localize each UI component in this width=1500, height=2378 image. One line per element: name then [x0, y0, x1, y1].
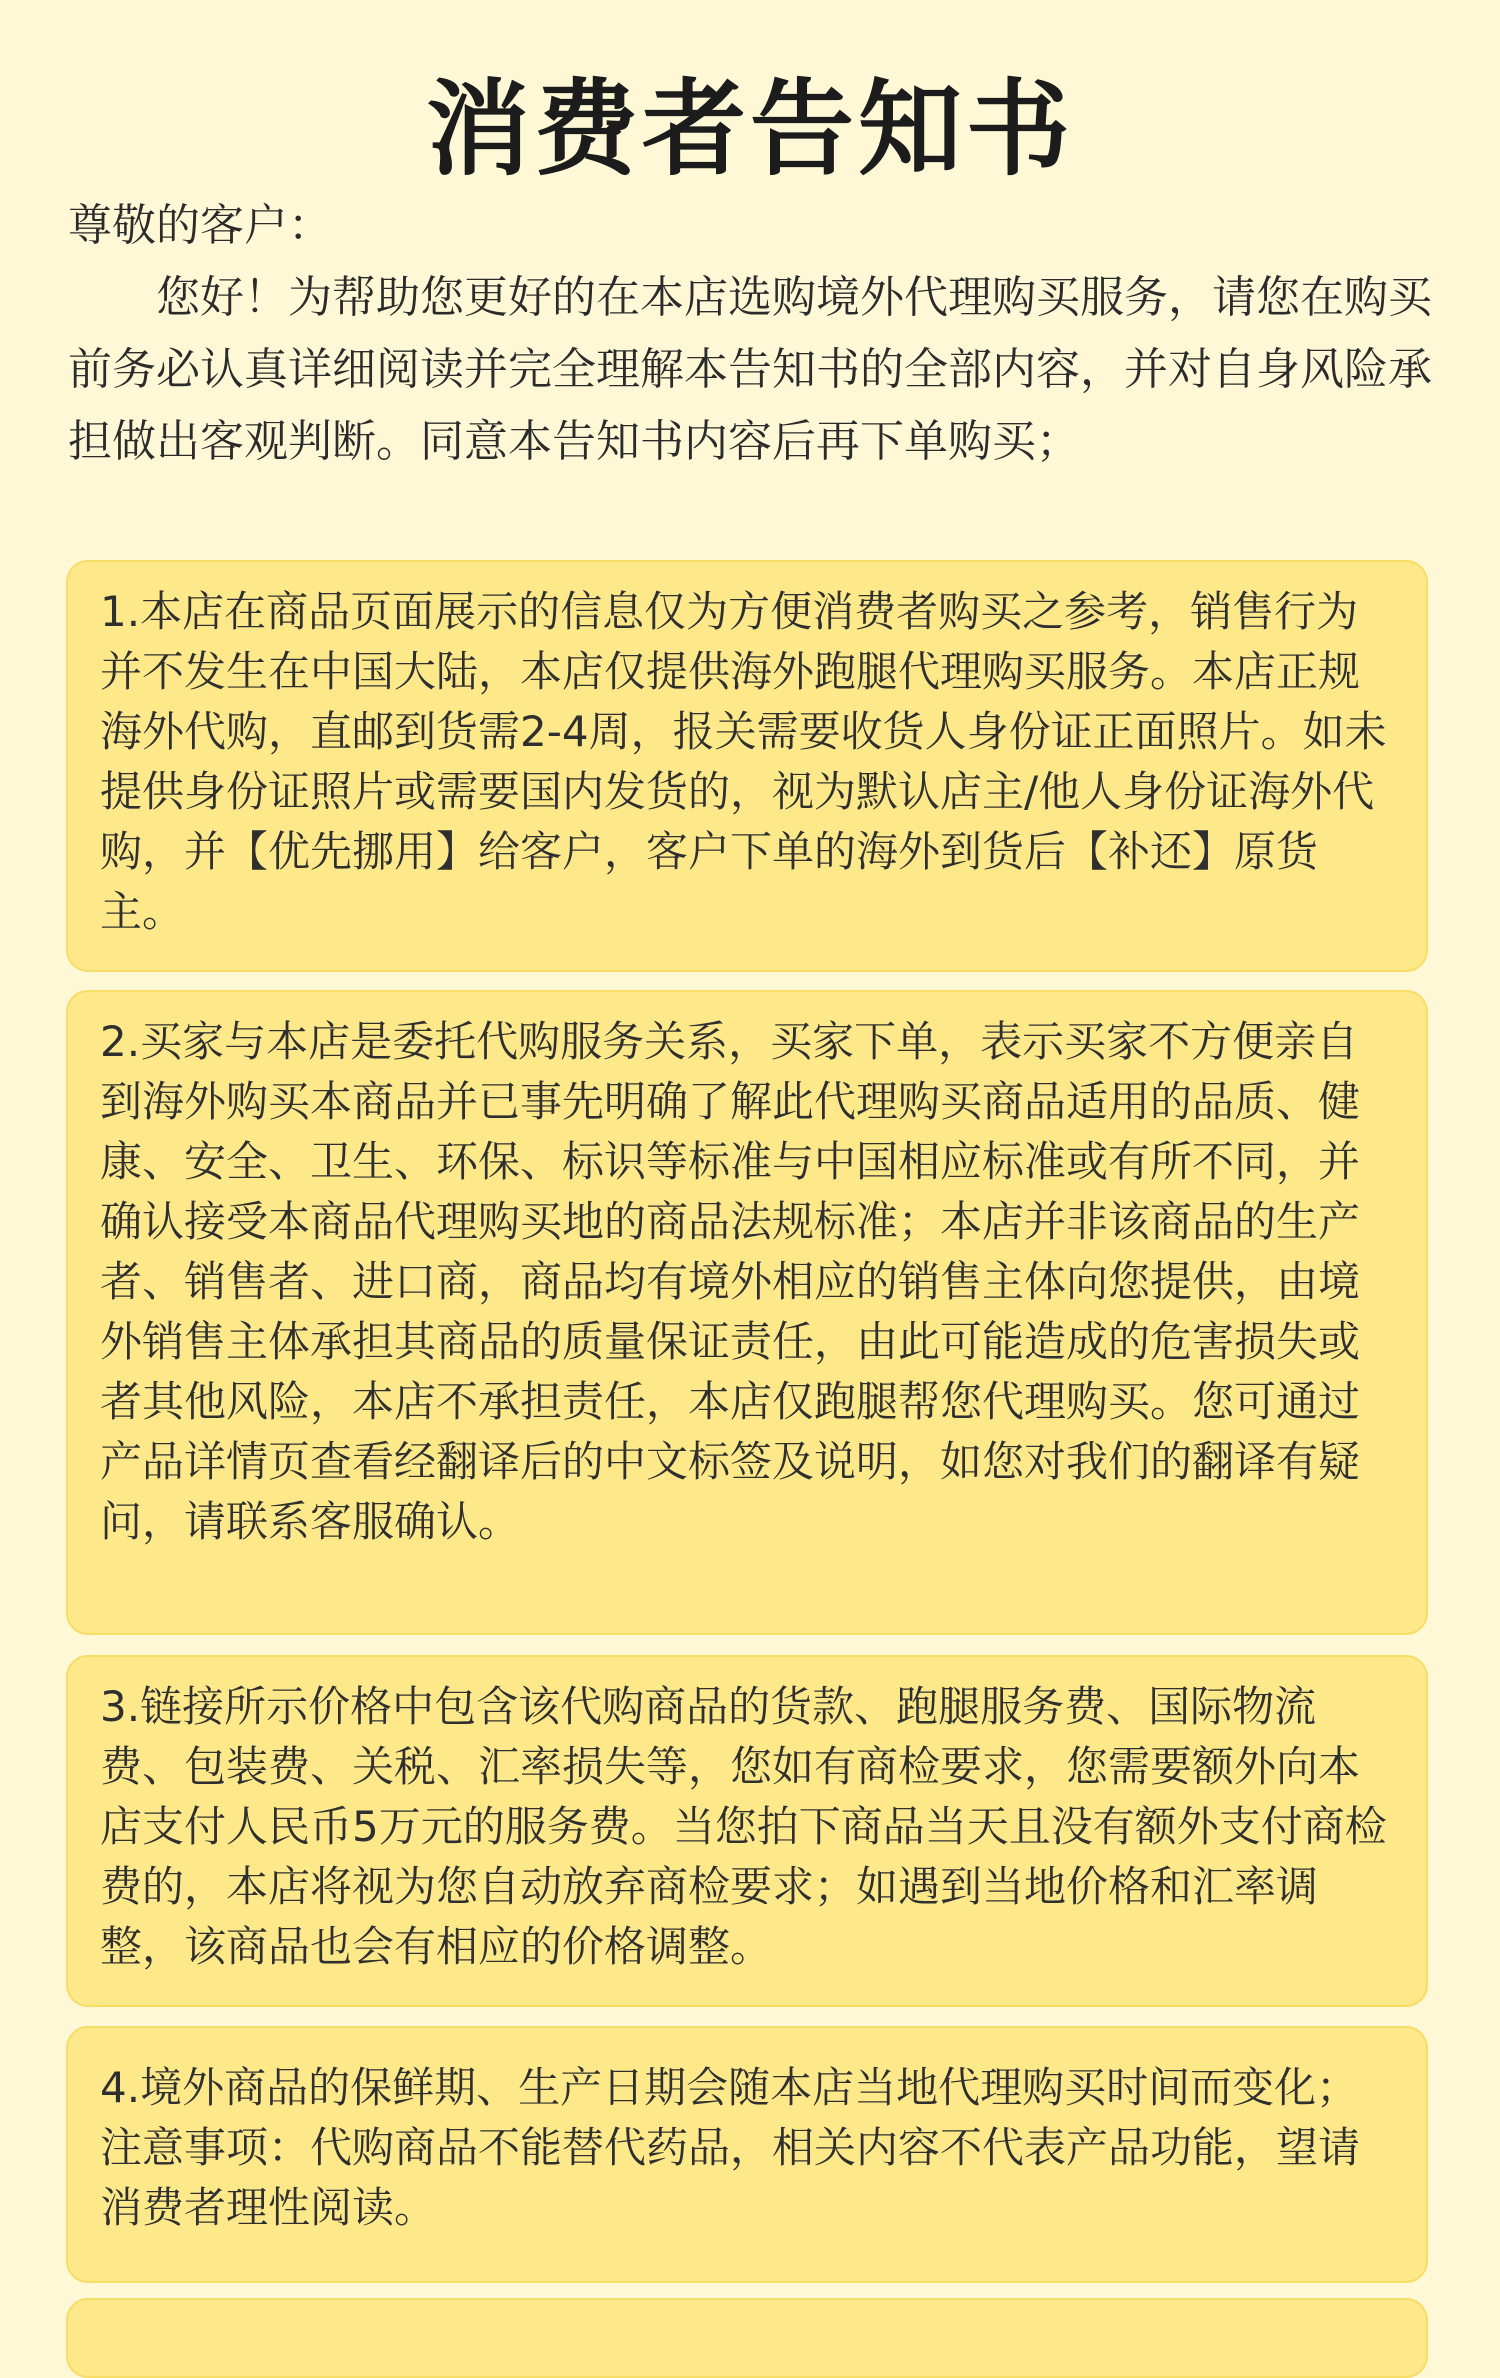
notice-box-5-partial: [66, 2298, 1428, 2378]
notice-box-3: [66, 1655, 1428, 2007]
page-title: 消费者告知书: [425, 68, 1074, 190]
notice-text-2: 2.买家与本店是委托代购服务关系，买家下单，表示买家不方便亲自到海外购买本商品并已事先明确了解此代理购买商品适用的品质、健康、安全、卫生、环保、标识等标准与中国相应标准或有所不同，并确认接受本商品代理购买地的商品法规标准；本店并非该商品的生产者、销售者、进口商，商品均有境外相应的销售主体向您提供，由境外销售主体承担其商品的质量保证责任，由此可能造成的危害损失或者其他风险，本店不承担责任，本店仅跑腿帮您代理购买。您可通过产品详情页查看经翻译后的中文标签及说明，如您对我们的翻译有疑问，请联系客服确认。: [100, 1017, 1361, 1546]
notice-text-3: 3.链接所示价格中包含该代购商品的货款、跑腿服务费、国际物流费、包装费、关税、汇率损失等，您如有商检要求，您需要额外向本店支付人民币5万元的服务费。当您拍下商品当天且没有额外支付商检费的，本店将视为您自动放弃商检要求；如遇到当地价格和汇率调整，该商品也会有相应的价格调整。: [100, 1682, 1387, 1971]
notice-text-4: 4.境外商品的保鲜期、生产日期会随本店当地代理购买时间而变化；注意事项：代购商品不能替代药品，相关内容不代表产品功能，望请消费者理性阅读。: [100, 2063, 1361, 2232]
salutation: 尊敬的客户：: [68, 200, 332, 251]
notice-box-4: [66, 2026, 1428, 2283]
notice-text-1: 1.本店在商品页面展示的信息仅为方便消费者购买之参考，销售行为并不发生在中国大陆，本店仅提供海外跑腿代理购买服务。本店正规海外代购，直邮到货需2-4周，报关需要收货人身份证正面照片。如未提供身份证照片或需要国内发货的，视为默认店主/他人身份证海外代购，并【优先挪用】给客户，客户下单的海外到货后【补还】原货主。: [100, 587, 1387, 936]
intro-section: [68, 190, 1438, 478]
notice-box-2: [66, 990, 1428, 1635]
intro-paragraph: 您好！为帮助您更好的在本店选购境外代理购买服务，请您在购买前务必认真详细阅读并完全理解本告知书的全部内容，并对自身风险承担做出客观判断。同意本告知书内容后再下单购买；: [68, 272, 1432, 467]
notice-box-1: [66, 560, 1428, 972]
